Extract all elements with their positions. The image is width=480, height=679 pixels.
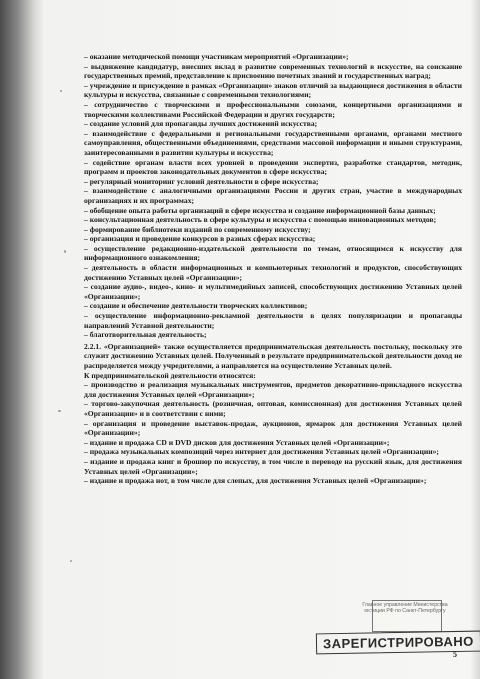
list-item: – деятельность в области информационных и компьютерных технологий и продуктов, способствующих достижению Уставных целей «Организации»; bbox=[84, 263, 462, 282]
list-item: – организация и проведение конкурсов в разных сферах искусства; bbox=[84, 234, 316, 244]
list-item: – организация и проведение выставок-продаж, аукционов, ярмарок для достижения Уставных целей «Организации»; bbox=[84, 418, 462, 438]
list-item: – создание аудио-, видео-, кино- и мультимедийных записей, способствующих достижению Уставных целей «Организации»; bbox=[84, 282, 462, 301]
section-paragraph: 2.2.1. «Организацией» также осуществляется предпринимательская деятельность постольку, поскольку это служит достижению Уставных целей. Полученный в результате предпринимательской деятельности доход не распределяется между учредителями, а направляется на осуществление Уставных целей. bbox=[84, 341, 462, 370]
section-heading: К предпринимательской деятельности относятся: bbox=[84, 370, 256, 380]
scan-speck bbox=[70, 560, 72, 562]
list-item: – регулярный мониторинг условий деятельности в сфере искусства; bbox=[84, 176, 319, 186]
document-body bbox=[84, 52, 462, 486]
page-number: 5 bbox=[453, 650, 457, 659]
list-item: – создание условий для пропаганды лучших достижений искусства; bbox=[84, 119, 318, 129]
list-item: – издание и продажа нот, в том числе для слепых, для достижения Уставных целей «Организации»; bbox=[84, 476, 427, 486]
list-item: – сотрудничество с творческими и профессиональными союзами, концертными организациями и творческими коллективами Российской Федерации и других государств; bbox=[84, 99, 462, 119]
list-item: – создание и обеспечение деятельности творческих коллективов; bbox=[84, 301, 308, 311]
list-item: – производство и реализация музыкальных инструментов, предметов декоративно-прикладного искусства для достижения Уставных целей «Организации»; bbox=[84, 380, 462, 399]
list-item: – выдвижение кандидатур, внесших вклад в развитие современных технологий в искусстве, на соискание государственных премий, представление к присвоению почетных званий и государственных наград; bbox=[84, 61, 462, 81]
list-item: – взаимодействие с аналогичными организациями России и других стран, участие в международных организациях и их программах; bbox=[84, 186, 462, 205]
list-item: – обобщение опыта работы организаций в сфере искусства и создание информационной базы данных; bbox=[84, 205, 436, 215]
list-item: – содействие органам власти всех уровней в проведении экспертиз, разработке стандартов, методик, программ и проектов законодательных документов в сфере искусства; bbox=[84, 157, 462, 177]
list-item: – издание и продажа CD и DVD дисков для достижения Уставных целей «Организации»; bbox=[84, 437, 390, 447]
scan-speck bbox=[60, 90, 62, 92]
scan-speck bbox=[58, 410, 61, 412]
list-item: – учреждение и присуждение в рамках «Организации» знаков отличий за выдающиеся достижения в области культуры и искусства, связанные с современными технологиями; bbox=[84, 80, 462, 100]
list-item: – торгово-закупочная деятельность (розничная, оптовая, комиссионная) для достижения Уставных целей «Организации» и в соответствии с ними; bbox=[84, 399, 462, 418]
registration-stamp-caption: Главное управление Министерства юстиции РФ по Санкт-Петербургу bbox=[362, 602, 448, 614]
scan-speck bbox=[64, 250, 66, 253]
list-item: – благотворительная деятельность; bbox=[84, 330, 207, 340]
list-item: – осуществление информационно-рекламной деятельности в целях популяризации и пропаганды направлений Уставной деятельности; bbox=[84, 311, 462, 330]
list-item: – продажа музыкальных композиций через интернет для достижения Уставных целей «Организации»; bbox=[84, 447, 439, 457]
list-item: – взаимодействие с федеральными и региональными государственными органами, органами местного самоуправления, общественными объединениями, средствами массовой информации и иными структурами, заинтересованными в развитии культуры и искусства; bbox=[84, 128, 462, 157]
list-item: – консультационная деятельность в сфере культуры и искусства с помощью инновационных методов; bbox=[84, 215, 437, 225]
registration-stamp: ЗАРЕГИСТРИРОВАНО bbox=[316, 631, 480, 655]
list-item: – оказание методической помощи участникам мероприятий «Организации»; bbox=[84, 52, 349, 61]
list-item: – формирование библиотеки изданий по современному искусству; bbox=[84, 224, 311, 234]
list-item: – издание и продажа книг и брошюр по искусству, в том числе в переводе на русский язык, для достижения Уставных целей «Организации»; bbox=[84, 456, 462, 476]
list-item: – осуществление редакционно-издательской деятельности по темам, относящимся к искусству для информационного ознакомления; bbox=[84, 243, 462, 263]
